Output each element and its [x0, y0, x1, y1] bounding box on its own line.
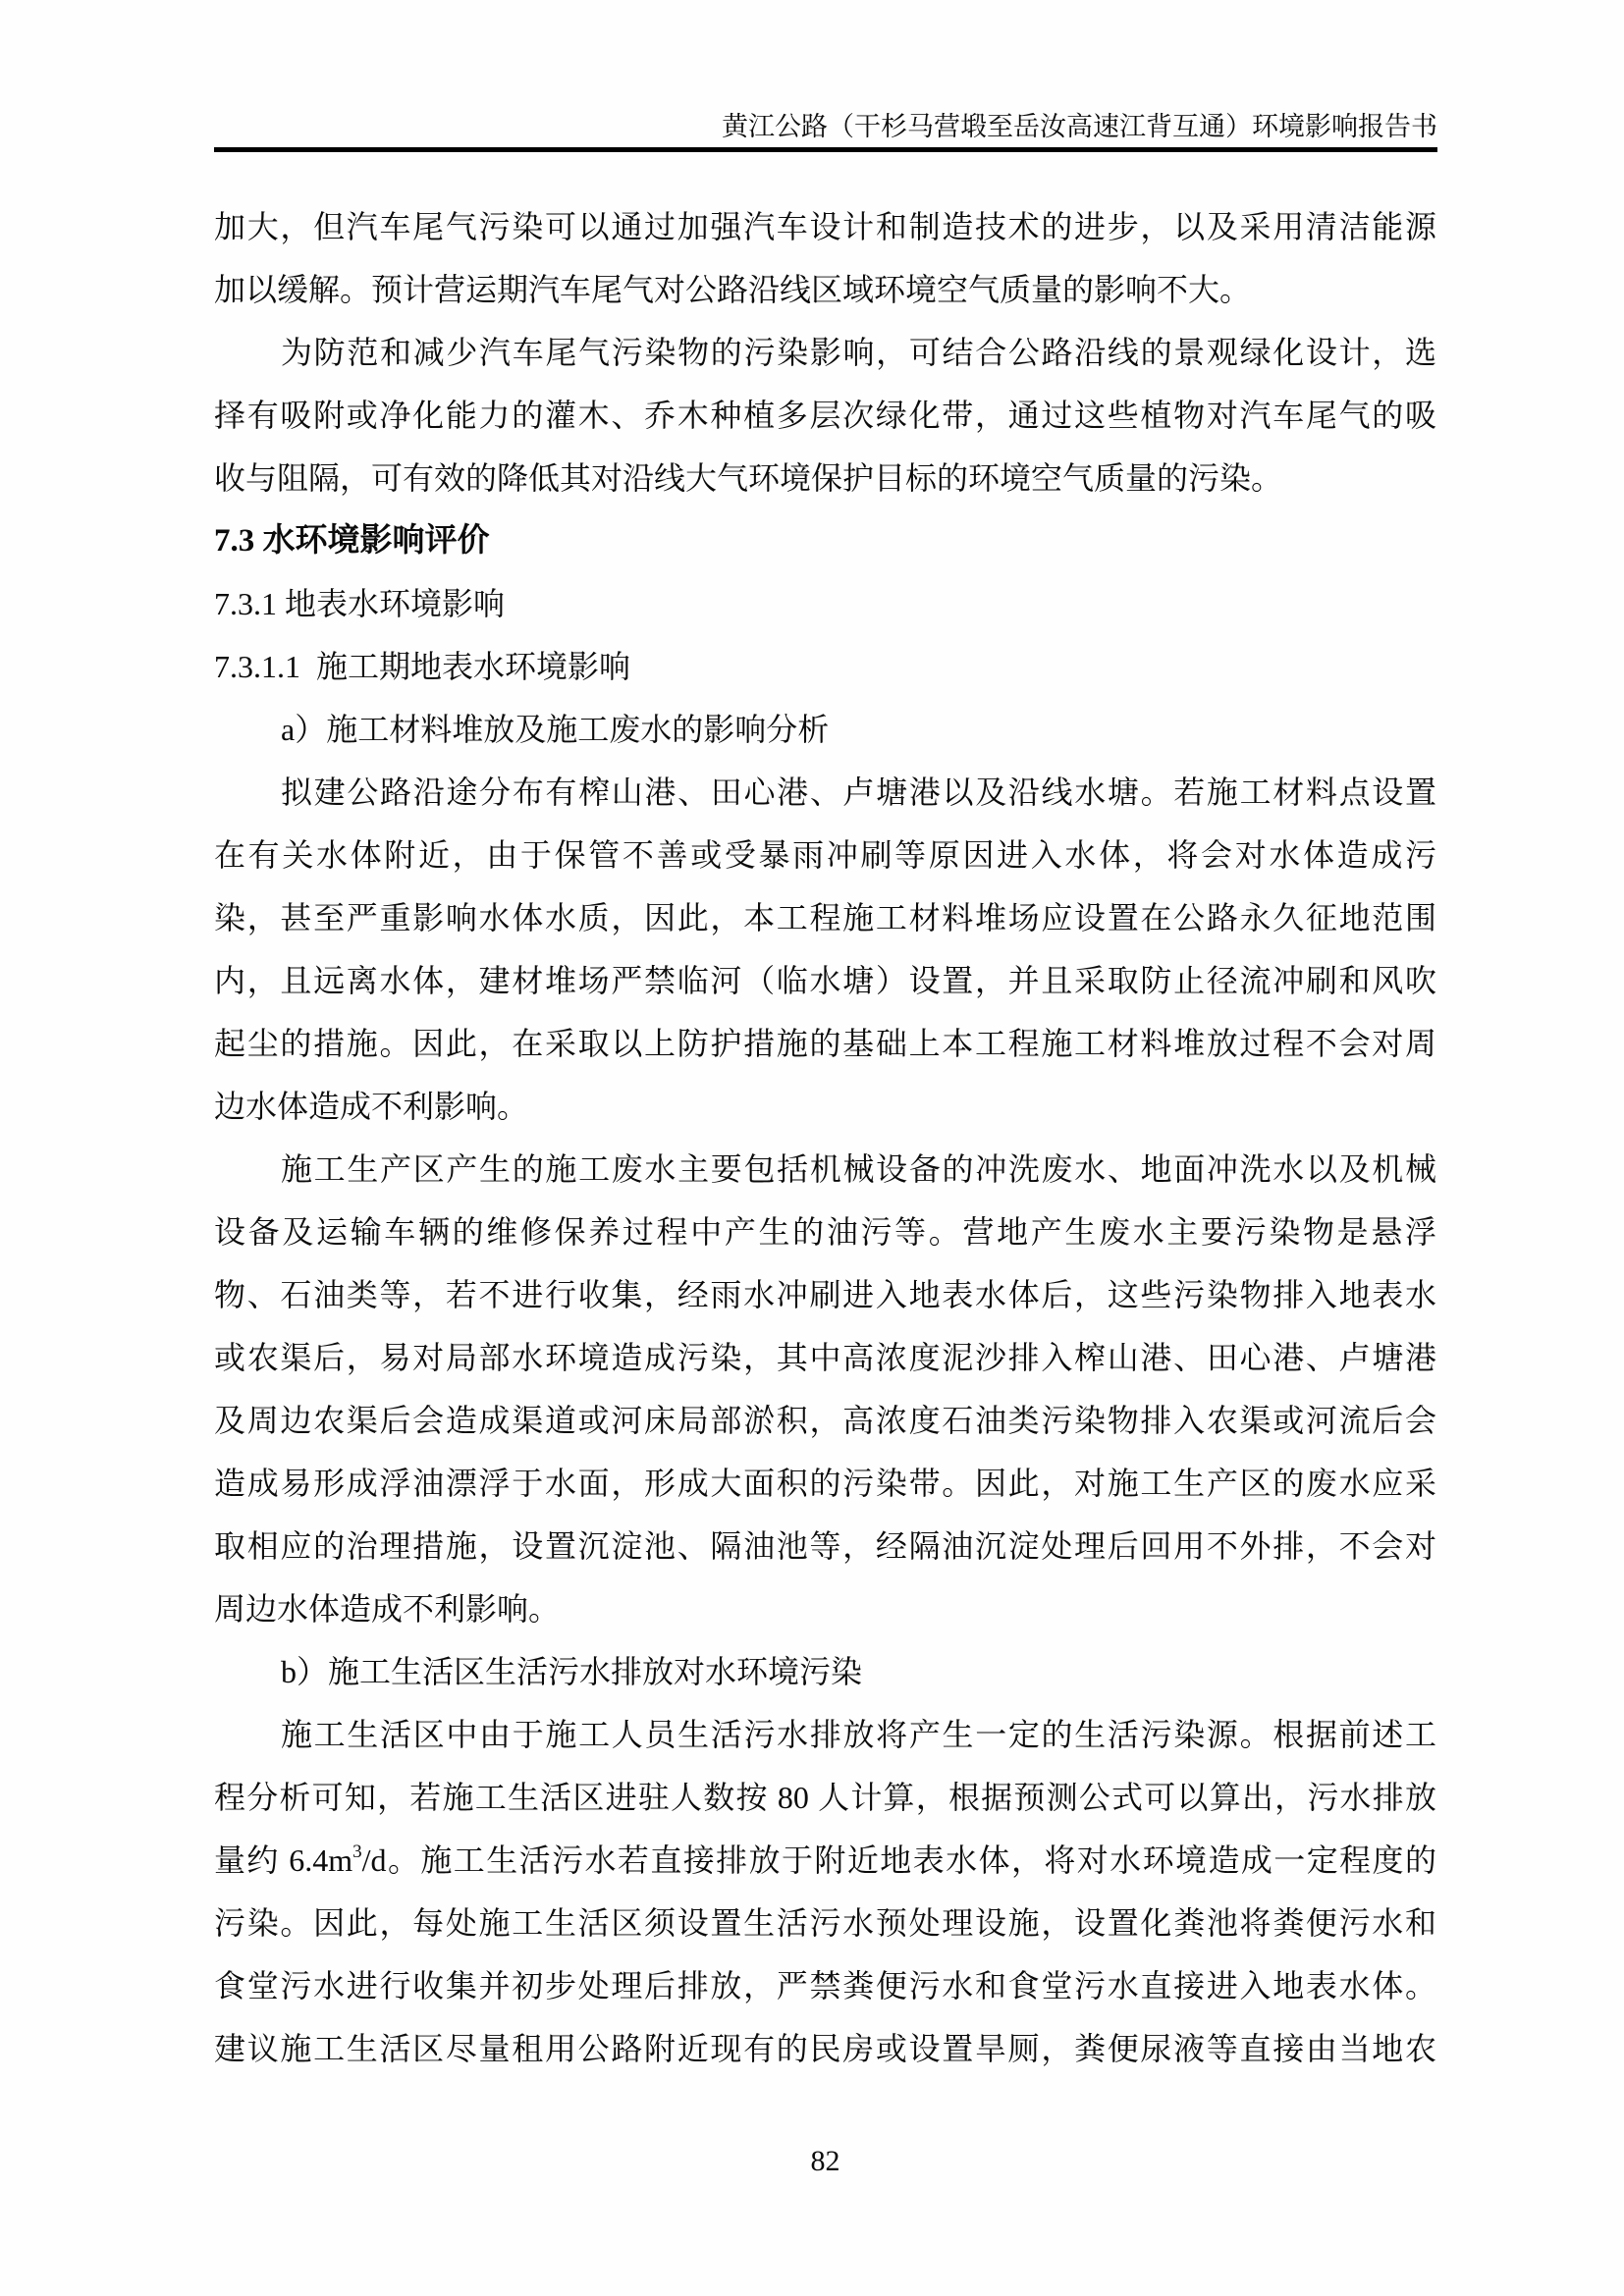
text-line: 周边水体造成不利影响。 [214, 1591, 561, 1627]
superscript-3: 3 [352, 1842, 362, 1862]
text-line: 择有吸附或净化能力的灌木、乔木种植多层次绿化带，通过这些植物对汽车尾气的吸 [214, 398, 1436, 433]
text-line: 起尘的措施。因此，在采取以上防护措施的基础上本工程施工材料堆放过程不会对周 [214, 1026, 1436, 1061]
list-item-a: a）施工材料堆放及施工废水的影响分析 [281, 712, 830, 747]
list-item-b: b）施工生活区生活污水排放对水环境污染 [281, 1654, 863, 1689]
text-line: 设备及运输车辆的维修保养过程中产生的油污等。营地产生废水主要污染物是悬浮 [214, 1214, 1436, 1250]
text-line: 边水体造成不利影响。 [214, 1089, 529, 1124]
text-line: 在有关水体附近，由于保管不善或受暴雨冲刷等原因进入水体，将会对水体造成污 [214, 837, 1436, 873]
header-rule [214, 147, 1437, 152]
text-line: 污染。因此，每处施工生活区须设置生活污水预处理设施，设置化粪池将粪便污水和 [214, 1905, 1436, 1941]
page-content [214, 195, 1436, 2080]
text-segment: 量约 6.4m [214, 1842, 353, 1878]
text-line: 取相应的治理措施，设置沉淀池、隔油池等，经隔油沉淀处理后回用不外排，不会对 [214, 1528, 1436, 1564]
text-line: 内，且远离水体，建材堆场严禁临河（临水塘）设置，并且采取防止径流冲刷和风吹 [214, 963, 1436, 998]
page-header [214, 110, 1437, 152]
text-line: 为防范和减少汽车尾气污染物的污染影响，可结合公路沿线的景观绿化设计，选 [281, 335, 1436, 370]
text-line: 或农渠后，易对局部水环境造成污染，其中高浓度泥沙排入榨山港、田心港、卢塘港 [214, 1340, 1436, 1375]
text-line: 程分析可知，若施工生活区进驻人数按 80 人计算，根据预测公式可以算出，污水排放 [214, 1780, 1436, 1815]
text-line: 物、石油类等，若不进行收集，经雨水冲刷进入地表水体后，这些污染物排入地表水 [214, 1277, 1436, 1312]
page-number: 82 [810, 2145, 840, 2177]
section-heading-7-3-1: 7.3.1 地表水环境影响 [214, 586, 506, 621]
section-heading-7-3: 7.3 水环境影响评价 [214, 523, 490, 559]
section-heading-7-3-1-1: 7.3.1.1 施工期地表水环境影响 [214, 649, 631, 684]
text-line: 加以缓解。预计营运期汽车尾气对公路沿线区域环境空气质量的影响不大。 [214, 272, 1252, 307]
text-line: 及周边农渠后会造成渠道或河床局部淤积，高浓度石油类污染物排入农渠或河流后会 [214, 1403, 1436, 1438]
text-line: 建议施工生活区尽量租用公路附近现有的民房或设置旱厕，粪便尿液等直接由当地农 [214, 2031, 1436, 2066]
text-line: 收与阻隔，可有效的降低其对沿线大气环境保护目标的环境空气质量的污染。 [214, 460, 1283, 496]
text-line [214, 1829, 1436, 1892]
text-segment: /d。施工生活污水若直接排放于附近地表水体，将对水环境造成一定程度的 [361, 1842, 1436, 1878]
text-line: 施工生活区中由于施工人员生活污水排放将产生一定的生活污染源。根据前述工 [281, 1717, 1436, 1752]
text-line: 拟建公路沿途分布有榨山港、田心港、卢塘港以及沿线水塘。若施工材料点设置 [281, 774, 1436, 810]
text-line: 食堂污水进行收集并初步处理后排放，严禁粪便污水和食堂污水直接进入地表水体。 [214, 1968, 1436, 2003]
text-line: 造成易形成浮油漂浮于水面，形成大面积的污染带。因此，对施工生产区的废水应采 [214, 1466, 1436, 1501]
text-line: 染，甚至严重影响水体水质，因此，本工程施工材料堆场应设置在公路永久征地范围 [214, 900, 1436, 935]
text-line: 加大，但汽车尾气污染可以通过加强汽车设计和制造技术的进步，以及采用清洁能源 [214, 209, 1436, 244]
text-line: 施工生产区产生的施工废水主要包括机械设备的冲洗废水、地面冲洗水以及机械 [281, 1151, 1436, 1187]
page-header-title: 黄江公路（干杉马营塅至岳汝高速江背互通）环境影响报告书 [722, 112, 1437, 141]
